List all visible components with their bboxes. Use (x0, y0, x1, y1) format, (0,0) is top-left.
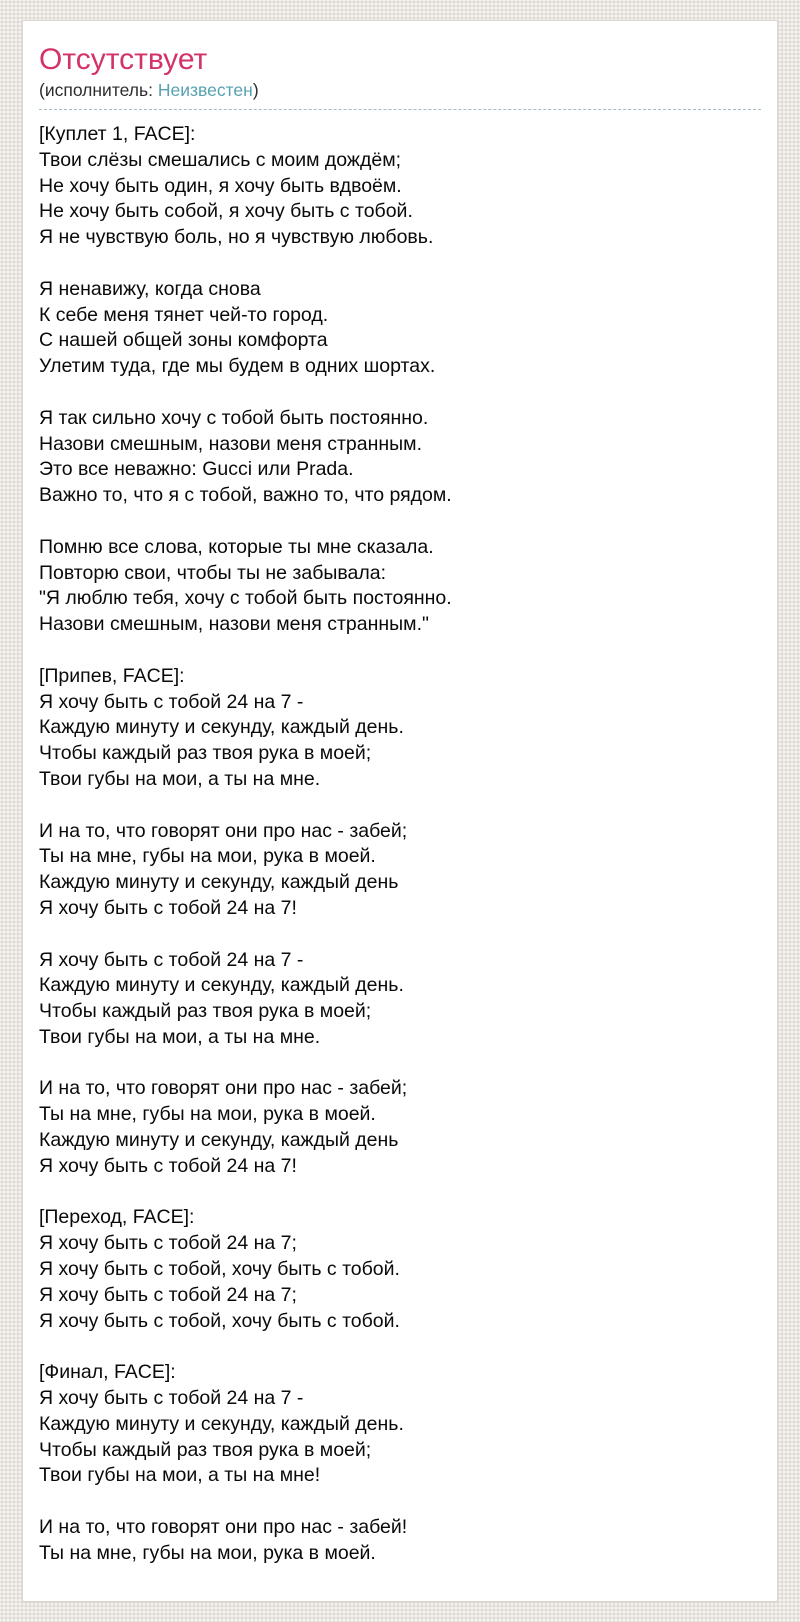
stanza: И на то, что говорят они про нас - забей; Ты на мне, губы на мои, рука в моей. Каждую минуту и секунду, каждый день Я хочу быть с тобой 24 на 7! (39, 1077, 408, 1177)
song-title: Отсутствует (39, 43, 208, 76)
stanza: Я хочу быть с тобой 24 на 7 - Каждую минуту и секунду, каждый день. Чтобы каждый раз твоя рука в моей; Твои губы на мои, а ты на мне. (39, 948, 404, 1048)
artist-link[interactable]: Неизвестен (157, 80, 253, 100)
lyrics-card (22, 20, 778, 1602)
stanza: Помню все слова, которые ты мне сказала. Повторю свои, чтобы ты не забывала: "Я люблю тебя, хочу с тобой быть постоянно. Назови смешным, назови меня странным." (39, 535, 452, 636)
artist-label-prefix: (исполнитель: (39, 80, 158, 100)
stanza: [Припев, FACE]: Я хочу быть с тобой 24 на 7 - Каждую минуту и секунду, каждый день. Чтобы каждый раз твоя рука в моей; Твои губы на мои, а ты на мне. (39, 664, 404, 790)
stanza: Я так сильно хочу с тобой быть постоянно. Назови смешным, назови меня странным. Это все неважно: Gucci или Prada. Важно то, что я с тобой, важно то, что рядом. (39, 406, 452, 507)
stanza: И на то, что говорят они про нас - забей; Ты на мне, губы на мои, рука в моей. Каждую минуту и секунду, каждый день Я хочу быть с тобой 24 на 7! (39, 819, 408, 919)
stanza: [Переход, FACE]: Я хочу быть с тобой 24 на 7; Я хочу быть с тобой, хочу быть с тобой. Я хочу быть с тобой 24 на 7; Я хочу быть с тобой, хочу быть с тобой. (39, 1206, 400, 1332)
lyrics (39, 122, 761, 1567)
stanza: [Куплет 1, FACE]: Твои слёзы смешались с моим дождём; Не хочу быть один, я хочу быть вдвоём. Не хочу быть собой, я хочу быть с тобой. Я не чувствую боль, но я чувствую любовь. (39, 123, 434, 249)
stanza: И на то, что говорят они про нас - забей! Ты на мне, губы на мои, рука в моей. (39, 1516, 408, 1564)
artist-label-suffix: ) (252, 80, 259, 100)
artist-line (39, 80, 761, 110)
stanza: [Финал, FACE]: Я хочу быть с тобой 24 на 7 - Каждую минуту и секунду, каждый день. Чтобы каждый раз твоя рука в моей; Твои губы на мои, а ты на мне! (39, 1361, 404, 1487)
stanza: Я ненавижу, когда снова К себе меня тянет чей-то город. С нашей общей зоны комфорта Улетим туда, где мы будем в одних шортах. (39, 277, 436, 378)
